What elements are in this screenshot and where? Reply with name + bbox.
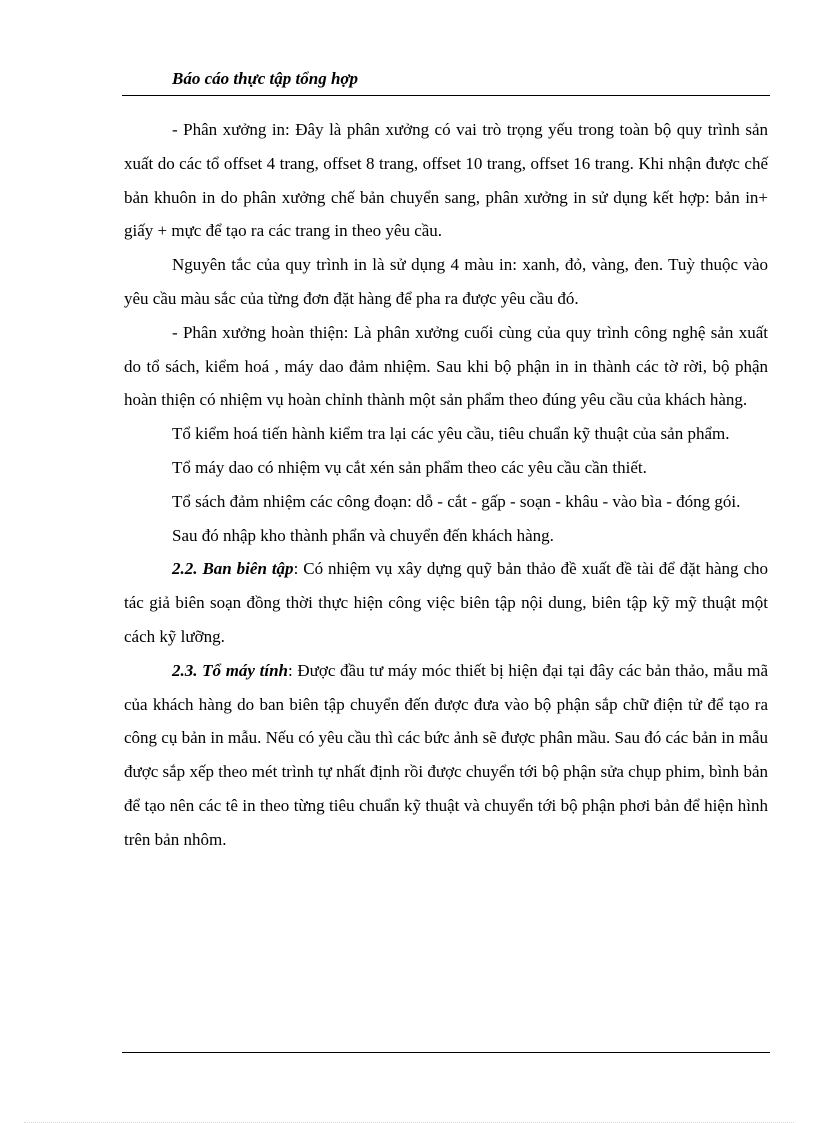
header-rule [122, 95, 770, 96]
paragraph-text: - Phân xưởng in: Đây là phân xưởng có vai trò trọng yếu trong toàn bộ quy trình sản xuất do các tổ offset 4 trang, offset 8 trang, offset 10 trang, offset 16 trang. Khi nhận được chế bản khuôn in do phân xưởng chế bản chuyển sang, phân xưởng in sử dụng kết hợp: bản in+ giấy + mực để tạo ra các trang in theo yêu cầu. [124, 120, 768, 241]
paragraph-text: : Được đầu tư máy móc thiết bị hiện đại tại đây các bản thảo, mẫu mã của khách hàng do ban biên tập chuyển đến được đưa vào bộ phận sắp chữ điện tử để tạo ra công cụ bản in mẫu. Nếu có yêu cầu thì các bức ảnh sẽ được phân mầu. Sau đó các bản in mẫu được sắp xếp theo mét trình tự nhất định rồi được chuyển tới bộ phận sửa chụp phim, bình bản để tạo nên các tê in theo từng tiêu chuẩn kỹ thuật và chuyển tới bộ phận phơi bản để hiện hình trên bản nhôm. [124, 660, 768, 849]
paragraph-text: Sau đó nhập kho thành phẩn và chuyển đến khách hàng. [172, 525, 554, 545]
section-heading: 2.3. Tổ máy tính [172, 660, 288, 680]
paragraph-text: Tổ kiểm hoá tiến hành kiểm tra lại các yêu cầu, tiêu chuẩn kỹ thuật của sản phẩm. [172, 424, 730, 444]
running-header-title: Báo cáo thực tập tổng hợp [172, 69, 359, 88]
section-heading: 2.2. Ban biên tập [172, 559, 294, 579]
paragraph-phan-xuong-hoan-thien [124, 316, 768, 417]
paragraph-nhap-kho [124, 519, 768, 553]
paragraph-to-may-dao [124, 451, 768, 485]
paragraph-to-may-tinh [124, 654, 768, 857]
body-text [124, 113, 768, 857]
paragraph-to-sach [124, 485, 768, 519]
paragraph-text: : Có nhiệm vụ xây dựng quỹ bản thảo đề xuất đề tài để đặt hàng cho tác giả biên soạn đồng thời thực hiện công việc biên tập nội dung, biên tập kỹ mỹ thuật một cách kỹ lưỡng. [124, 559, 768, 646]
paragraph-phan-xuong-in [124, 113, 768, 248]
paragraph-to-kiem-hoa [124, 417, 768, 451]
footer-rule [122, 1052, 770, 1053]
paragraph-text: - Phân xưởng hoàn thiện: Là phân xưởng cuối cùng của quy trình công nghệ sản xuất do tổ sách, kiểm hoá , máy dao đảm nhiệm. Sau khi bộ phận in in thành các tờ rời, bộ phận hoàn thiện có nhiệm vụ hoàn chỉnh thành một sản phẩm theo đúng yêu cầu của khách hàng. [124, 322, 768, 410]
paragraph-ban-bien-tap [124, 552, 768, 653]
paragraph-text: Tổ sách đảm nhiệm các công đoạn: dỗ - cắt - gấp - soạn - khâu - vào bìa - đóng gói. [172, 491, 741, 511]
paragraph-nguyen-tac [124, 248, 768, 316]
paragraph-text: Nguyên tắc của quy trình in là sử dụng 4 màu in: xanh, đỏ, vàng, đen. Tuỳ thuộc vào yêu cầu màu sắc của từng đơn đặt hàng để pha ra được yêu cầu đó. [124, 255, 768, 308]
paragraph-text: Tổ máy dao có nhiệm vụ cắt xén sản phẩm theo các yêu cầu cần thiết. [172, 457, 647, 477]
